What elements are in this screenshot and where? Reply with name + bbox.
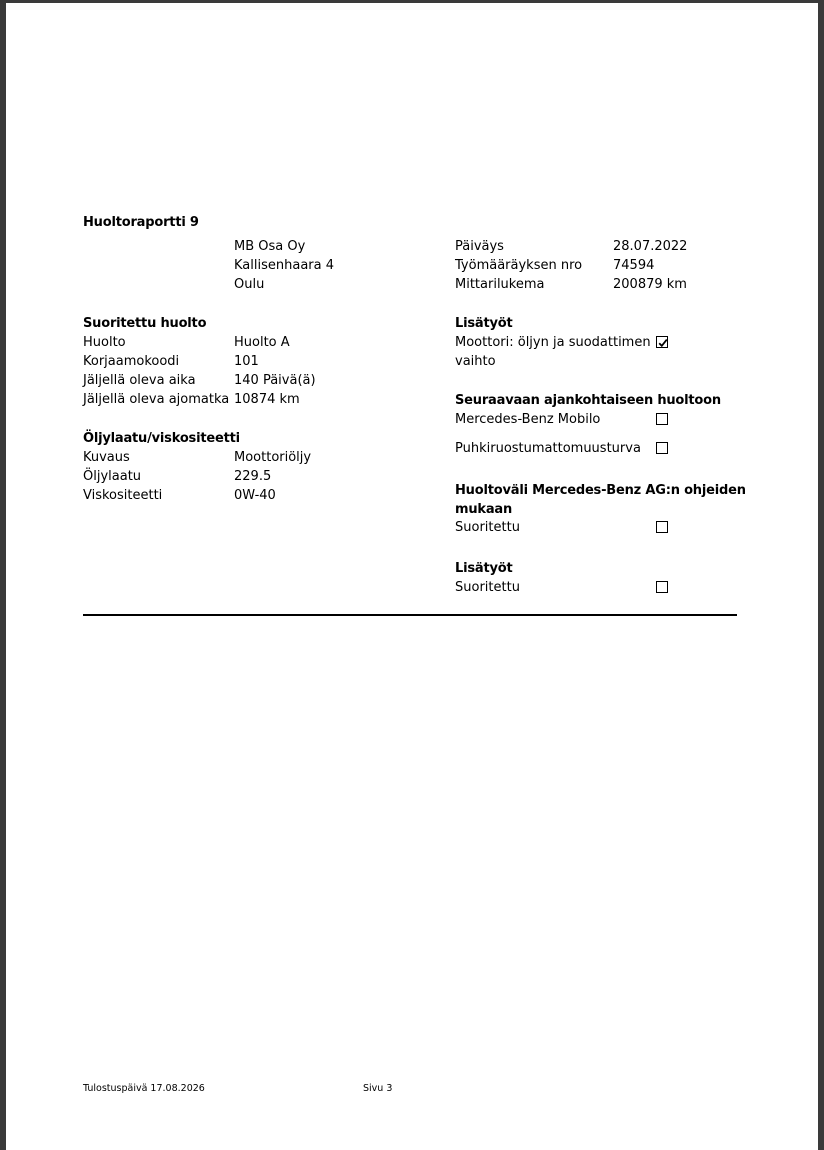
extra-work2-item-label: Suoritettu <box>455 580 520 595</box>
remaining-time-value: 140 Päivä(ä) <box>234 373 316 388</box>
odometer-label: Mittarilukema <box>455 277 545 292</box>
mobilo-label: Mercedes-Benz Mobilo <box>455 412 601 427</box>
oil-description-value: Moottoriöljy <box>234 450 312 465</box>
extra-work-heading: Lisätyöt <box>455 316 513 331</box>
section-divider <box>83 614 737 616</box>
oil-grade-value: 229.5 <box>234 469 272 484</box>
checkmark-icon <box>657 337 669 349</box>
rust-warranty-label: Puhkiruostumattomuusturva <box>455 441 641 456</box>
interval-heading-line1: Huoltoväli Mercedes-Benz AG:n ohjeiden <box>455 483 746 498</box>
date-label: Päiväys <box>455 239 504 254</box>
performed-service-heading: Suoritettu huolto <box>83 316 207 331</box>
date-value: 28.07.2022 <box>613 239 688 254</box>
order-value: 74594 <box>613 258 655 273</box>
interval-heading-line2: mukaan <box>455 502 513 517</box>
remaining-time-label: Jäljellä oleva aika <box>83 373 196 388</box>
report-title: Huoltoraportti 9 <box>83 215 199 230</box>
extra-work-item-line1: Moottori: öljyn ja suodattimen <box>455 335 651 350</box>
extra-work2-checkbox[interactable] <box>656 581 668 593</box>
oil-description-label: Kuvaus <box>83 450 130 465</box>
service-value: Huolto A <box>234 335 290 350</box>
interval-checkbox[interactable] <box>656 521 668 533</box>
document-page <box>6 3 818 1150</box>
oil-grade-label: Öljylaatu <box>83 469 142 484</box>
next-service-heading: Seuraavaan ajankohtaiseen huoltoon <box>455 393 721 408</box>
order-label: Työmääräyksen nro <box>455 258 583 273</box>
company-city: Oulu <box>234 277 265 292</box>
viscosity-label: Viskositeetti <box>83 488 163 503</box>
odometer-value: 200879 km <box>613 277 687 292</box>
rust-warranty-checkbox[interactable] <box>656 442 668 454</box>
page-number: Sivu 3 <box>363 1083 393 1094</box>
company-street: Kallisenhaara 4 <box>234 258 334 273</box>
workshop-code-label: Korjaamokoodi <box>83 354 180 369</box>
viscosity-value: 0W-40 <box>234 488 276 503</box>
remaining-distance-value: 10874 km <box>234 392 300 407</box>
extra-work-item-line2: vaihto <box>455 354 496 369</box>
interval-item-label: Suoritettu <box>455 520 520 535</box>
extra-work-checkbox[interactable] <box>656 336 668 348</box>
print-date: Tulostuspäivä 17.08.2026 <box>83 1083 205 1094</box>
oil-heading: Öljylaatu/viskositeetti <box>83 431 240 446</box>
remaining-distance-label: Jäljellä oleva ajomatka <box>83 392 230 407</box>
company-name: MB Osa Oy <box>234 239 306 254</box>
mobilo-checkbox[interactable] <box>656 413 668 425</box>
workshop-code-value: 101 <box>234 354 259 369</box>
service-label: Huolto <box>83 335 126 350</box>
extra-work2-heading: Lisätyöt <box>455 561 513 576</box>
